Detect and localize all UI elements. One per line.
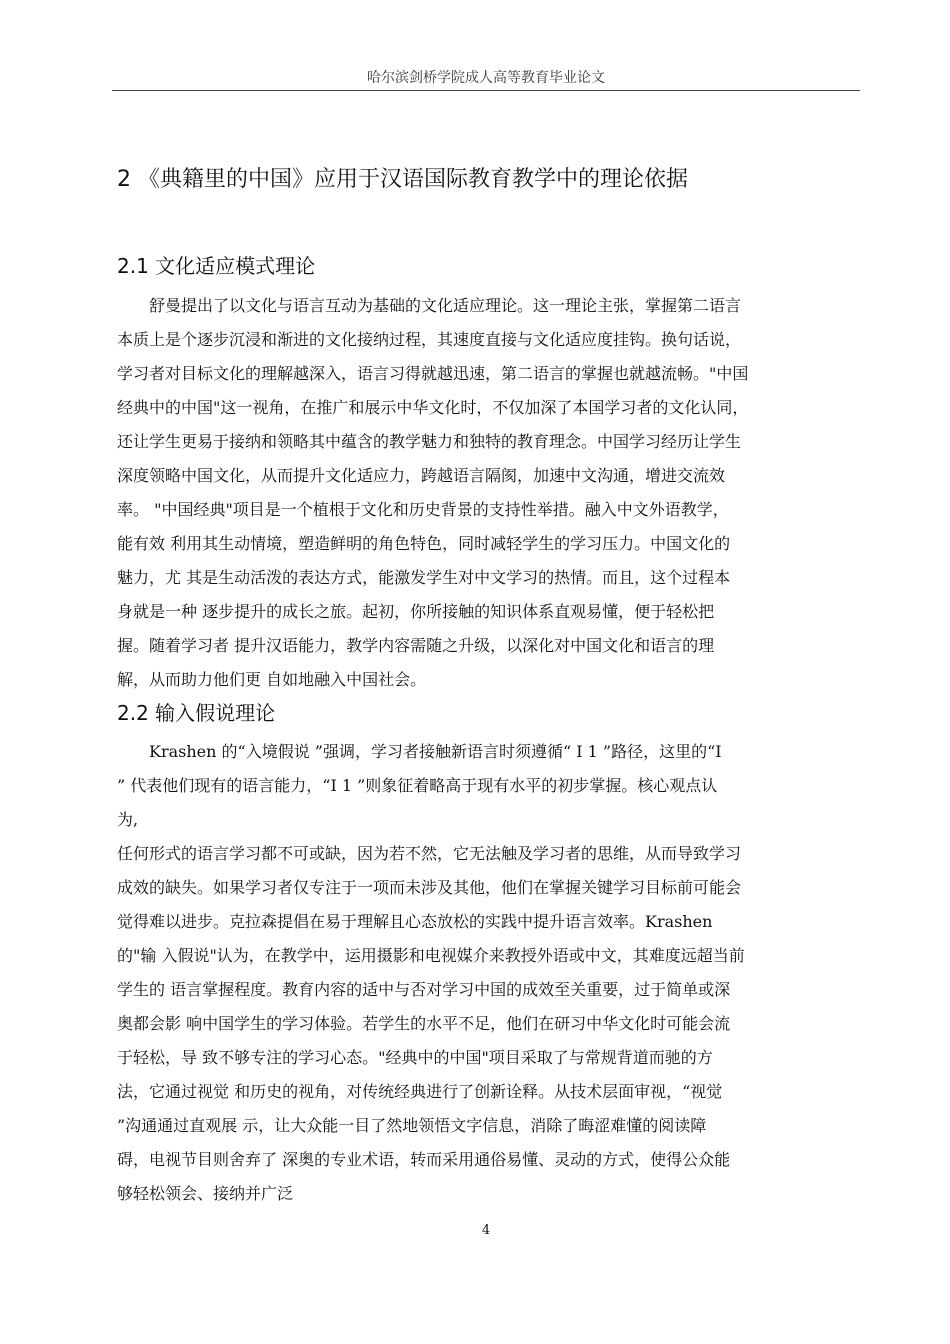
text-line: 握。随着学习者 提升汉语能力，教学内容需随之升级，以深化对中国文化和语言的理 bbox=[117, 636, 715, 655]
text-line: 身就是一种 逐步提升的成长之旅。起初，你所接触的知识体系直观易懂，便于轻松把 bbox=[117, 602, 715, 621]
text-line: 为, bbox=[117, 810, 139, 829]
text-line: 的"输 入假说"认为，在教学中，运用摄影和电视媒介来教授外语或中文，其难度远超当前 bbox=[117, 946, 745, 965]
text-line: 够轻松领会、接纳并广泛 bbox=[117, 1184, 294, 1203]
text-line: 深度领略中国文化，从而提升文化适应力，跨越语言隔阂，加速中文沟通，增进交流效 bbox=[117, 466, 726, 485]
text-line: 能有效 利用其生动情境，塑造鲜明的角色特色，同时减轻学生的学习压力。中国文化的 bbox=[117, 534, 731, 553]
section-2-1-body bbox=[117, 289, 865, 697]
header-rule bbox=[112, 90, 860, 91]
text-line: 本质上是个逐步沉浸和渐进的文化接纳过程，其速度直接与文化适应度挂钩。换句话说， bbox=[117, 330, 742, 349]
text-line: 率。 "中国经典"项目是一个植根于文化和历史背景的支持性举措。融入中文外语教学， bbox=[117, 500, 729, 519]
text-line: 于轻松，导 致不够专注的学习心态。"经典中的中国"项目采取了与常规背道而驰的方 bbox=[117, 1048, 713, 1067]
text-line: ”沟通通过直观展 示，让大众能一目了然地领悟文字信息，消除了晦涩难懂的阅读障 bbox=[117, 1116, 707, 1135]
text-line: Krashen 的“入境假说 ”强调，学习者接触新语言时须遵循“ I 1 ”路径，这里的“I bbox=[117, 742, 722, 761]
text-line: 碍，电视节目则舍弃了 深奥的专业术语，转而采用通俗易懂、灵动的方式，使得公众能 bbox=[117, 1150, 731, 1169]
running-header: 哈尔滨剑桥学院成人高等教育毕业论文 bbox=[367, 70, 605, 86]
text-line: 舒曼提出了以文化与语言互动为基础的文化适应理论。这一理论主张，掌握第二语言 bbox=[117, 296, 742, 315]
section-title-2-1: 2.1 文化适应模式理论 bbox=[117, 254, 316, 278]
chapter-title: 2 《典籍里的中国》应用于汉语国际教育教学中的理论依据 bbox=[117, 167, 688, 192]
page-number: 4 bbox=[481, 1223, 491, 1238]
text-line: 法，它通过视觉 和历史的视角，对传统经典进行了创新诠释。从技术层面审视，“视觉 bbox=[117, 1082, 723, 1101]
text-line: 任何形式的语言学习都不可或缺，因为若不然，它无法触及学习者的思维，从而导致学习 bbox=[117, 844, 742, 863]
text-line: ” 代表他们现有的语言能力，“I 1 ”则象征着略高于现有水平的初步掌握。核心观点认 bbox=[117, 776, 718, 795]
text-line: 觉得难以进步。克拉森提倡在易于理解且心态放松的实践中提升语言效率。Krashen bbox=[117, 912, 713, 931]
text-line: 解，从而助力他们更 自如地融入中国社会。 bbox=[117, 670, 427, 689]
section-2-2-body bbox=[117, 735, 865, 1211]
text-line: 学习者对目标文化的理解越深入，语言习得就越迅速，第二语言的掌握也就越流畅。"中国 bbox=[117, 364, 749, 383]
text-line: 成效的缺失。如果学习者仅专注于一项而未涉及其他，他们在掌握关键学习目标前可能会 bbox=[117, 878, 742, 897]
text-line: 经典中的中国"这一视角，在推广和展示中华文化时，不仅加深了本国学习者的文化认同， bbox=[117, 398, 749, 417]
text-line: 还让学生更易于接纳和领略其中蕴含的教学魅力和独特的教育理念。中国学习经历让学生 bbox=[117, 432, 742, 451]
text-line: 奥都会影 响中国学生的学习体验。若学生的水平不足，他们在研习中华文化时可能会流 bbox=[117, 1014, 731, 1033]
section-title-2-2: 2.2 输入假说理论 bbox=[117, 701, 276, 725]
text-line: 魅力，尤 其是生动活泼的表达方式，能激发学生对中文学习的热情。而且，这个过程本 bbox=[117, 568, 731, 587]
text-line: 学生的 语言掌握程度。教育内容的适中与否对学习中国的成效至关重要，过于简单或深 bbox=[117, 980, 731, 999]
